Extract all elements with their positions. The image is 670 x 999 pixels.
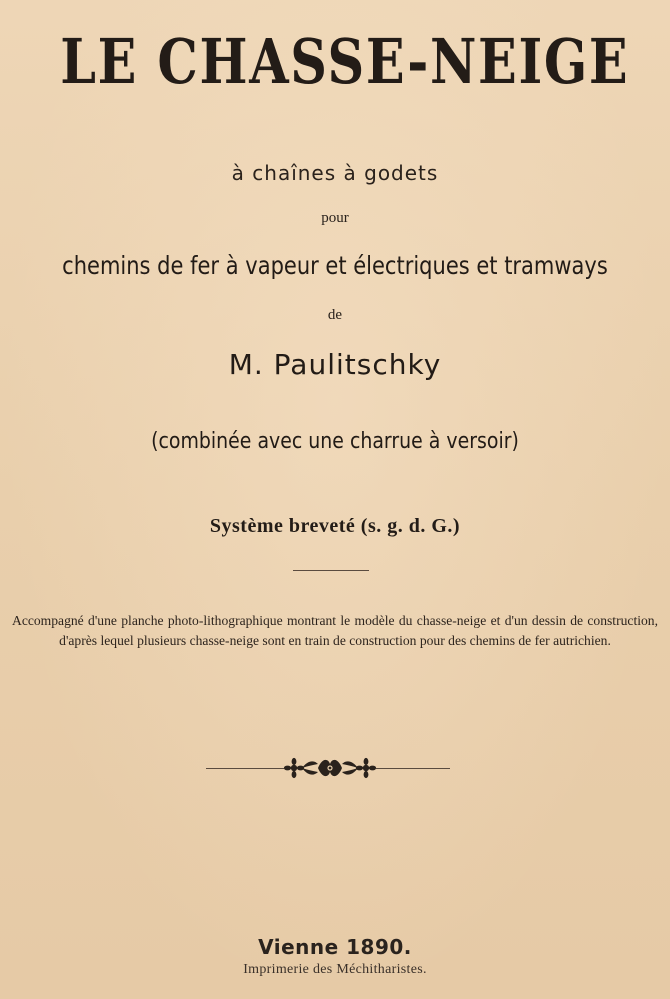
author-name: M. Paulitschky <box>228 348 442 381</box>
book-title: LE CHASSE-NEIGE <box>60 25 630 98</box>
ornament-rule-left <box>206 768 284 769</box>
ornament-rule-right <box>376 768 450 769</box>
de-connector: de <box>327 307 343 323</box>
combined-note: (combinée avec une charrue à versoir) <box>151 429 519 454</box>
patent-system: Système breveté (s. g. d. G.) <box>209 515 461 537</box>
ornament-divider <box>0 752 670 784</box>
imprint-printer: Imprimerie des Méchitharistes. <box>243 962 427 977</box>
purpose-line: chemins de fer à vapeur et électriques et tramways <box>62 251 608 280</box>
short-divider <box>293 570 369 571</box>
floral-ornament-icon <box>282 754 378 782</box>
pour-connector: pour <box>321 210 349 226</box>
description-paragraph: Accompagné d'une planche photo-lithographique montrant le modèle du chasse-neige et d'un dessin de construction, d'après lequel plusieurs chasse-neige sont en train de construction pour des chemins de fer autrichien. <box>12 612 658 648</box>
imprint-place-year: Vienne 1890. <box>258 935 412 959</box>
subtitle: à chaînes à godets <box>231 161 439 185</box>
